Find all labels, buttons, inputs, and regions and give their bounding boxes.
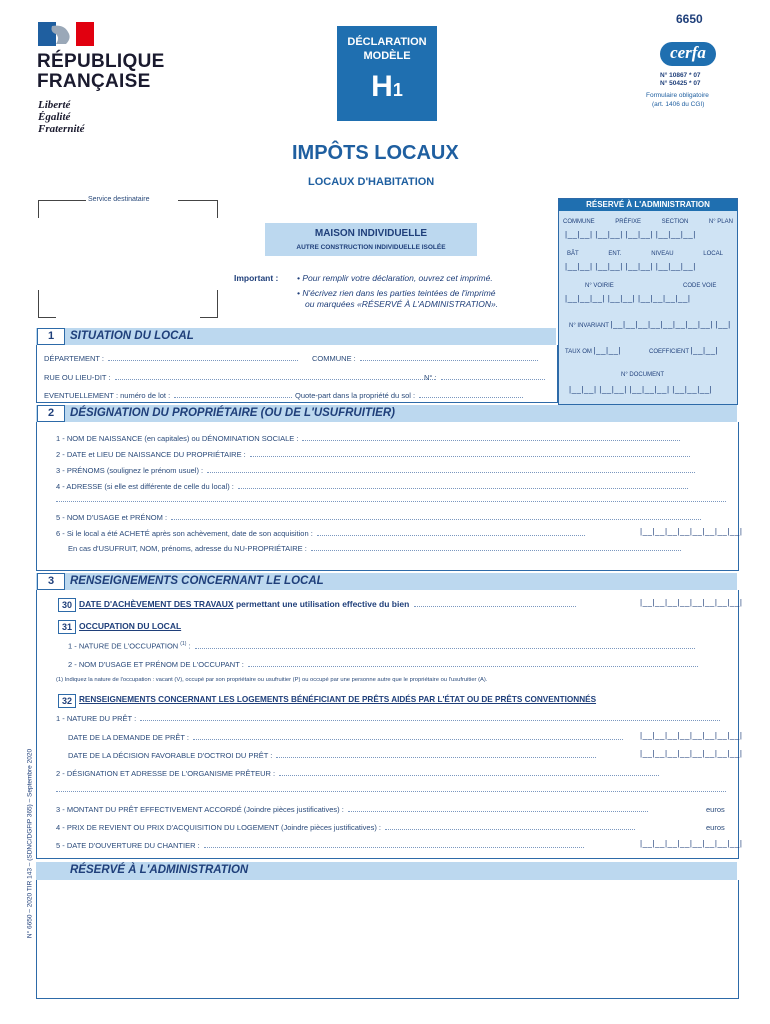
loan-request-date-boxes[interactable]: |__|__|__|__|__|__|__|__| <box>640 731 743 740</box>
lot-label: EVENTUELLEMENT : numéro de lot : <box>44 391 171 400</box>
loan-decision-date-label: DATE DE LA DÉCISION FAVORABLE D'OCTROI DU PRÊT : <box>68 751 273 760</box>
subsection32-title: RENSEIGNEMENTS CONCERNANT LES LOGEMENTS BÉNÉFICIANT DE PRÊTS AIDÉS PAR L'ÉTAT OU DE PRÊTS CONVENTIONNÉS <box>79 695 597 704</box>
admin-col-commune: COMMUNE <box>563 219 595 225</box>
admin-footer-frame <box>36 880 739 999</box>
departement-label: DÉPARTEMENT : <box>44 354 105 363</box>
declaration-code-letter: H <box>371 70 393 103</box>
admin-voirie: N° VOIRIE <box>585 283 614 289</box>
achevement-date-boxes[interactable]: |__|__|__|__|__|__|__|__| <box>640 598 743 607</box>
devise-liberte: Liberté <box>38 99 71 111</box>
section3-title: RENSEIGNEMENTS CONCERNANT LE LOCAL <box>70 575 324 587</box>
obligatoire-2: (art. 1406 du CGI) <box>652 101 705 108</box>
quote-part-field[interactable] <box>295 391 523 400</box>
subsection30-line[interactable] <box>79 599 576 609</box>
admin-cols1 <box>563 219 733 225</box>
declaration-line1: DÉCLARATION <box>347 36 427 48</box>
admin-col-bat: BÂT <box>567 251 579 257</box>
occupant-name-label: 2 - NOM D'USAGE ET PRÉNOM DE L'OCCUPANT : <box>68 660 244 669</box>
admin-col-ent: ENT. <box>608 251 622 257</box>
loan-decision-date-boxes[interactable]: |__|__|__|__|__|__|__|__| <box>640 749 743 758</box>
important-line2: • N'écrivez rien dans les parties teintées de l'imprimé <box>297 288 496 298</box>
form-number: 6650 <box>676 12 703 26</box>
quote-part-label: Quote-part dans la propriété du sol : <box>295 391 416 400</box>
admin-reserved-header: RÉSERVÉ À L'ADMINISTRATION <box>559 199 737 211</box>
rue-label: RUE OU LIEU-DIT : <box>44 373 111 382</box>
chantier-date-field[interactable] <box>56 841 584 850</box>
lender-line2[interactable] <box>56 790 726 792</box>
acquisition-date-label: 6 - Si le local a été ACHETÉ après son achèvement, date de son acquisition : <box>56 529 313 538</box>
owner-birth-field[interactable] <box>56 450 690 459</box>
cost-price-euros: euros <box>706 823 725 832</box>
cerfa-number-1: N° 10867 * 07 <box>660 72 701 79</box>
service-label: Service destinataire <box>88 196 150 203</box>
admin-cols2 <box>567 251 723 257</box>
admin-coef-label: COEFFICIENT <box>649 349 689 355</box>
republique-line2: FRANÇAISE <box>37 71 151 92</box>
owner-birth-label: 2 - DATE et LIEU DE NAISSANCE DU PROPRIÉTAIRE : <box>56 450 246 459</box>
maison-subtitle: AUTRE CONSTRUCTION INDIVIDUELLE ISOLÉE <box>296 244 446 251</box>
section1-title: SITUATION DU LOCAL <box>70 330 194 342</box>
owner-firstname-label: 3 - PRÉNOMS (soulignez le prénom usuel) : <box>56 466 204 475</box>
admin-col-local: LOCAL <box>703 251 723 257</box>
declaration-code-sub: 1 <box>392 80 403 100</box>
loan-amount-euros: euros <box>706 805 725 814</box>
page-title: IMPÔTS LOCAUX <box>292 142 459 164</box>
declaration-box <box>337 26 437 121</box>
section2-number: 2 <box>37 405 65 422</box>
admin-invariant: N° INVARIANT |__|__|__|__|__|__|__|__| |__| <box>569 320 731 329</box>
usage-name-label: 5 - NOM D'USAGE et PRÉNOM : <box>56 513 168 522</box>
admin-col-niveau: NIVEAU <box>651 251 674 257</box>
section1-number: 1 <box>37 328 65 345</box>
nu-proprietaire-field[interactable] <box>68 544 681 553</box>
admin-col-section: SECTION <box>661 219 689 225</box>
admin-code-voie: CODE VOIE <box>683 283 717 289</box>
subsection30-rest: permettant une utilisation effective du bien <box>235 599 410 609</box>
acquisition-date-boxes[interactable]: |__|__|__|__|__|__|__|__| <box>640 527 743 536</box>
marianne-logo <box>38 22 94 46</box>
maison-title: MAISON INDIVIDUELLE <box>314 228 428 239</box>
loan-request-date-label: DATE DE LA DEMANDE DE PRÊT : <box>68 733 189 742</box>
owner-address-label: 4 - ADRESSE (si elle est différente de celle du local) : <box>56 482 234 491</box>
acquisition-date-field[interactable] <box>56 529 585 538</box>
commune-field[interactable] <box>312 354 538 363</box>
occupation-nature-label: 1 - NATURE DE L'OCCUPATION <box>68 641 179 651</box>
occupation-nature-field[interactable]: 1 - NATURE DE L'OCCUPATION $^{(1)}$ : <box>68 641 695 651</box>
devise-fraternite: Fraternité <box>38 123 85 135</box>
admin-taux-label: TAUX OM <box>565 349 592 355</box>
admin-footer-title: RÉSERVÉ À L'ADMINISTRATION <box>70 864 249 876</box>
numero-field[interactable] <box>424 373 545 382</box>
usage-name-field[interactable] <box>56 513 701 522</box>
important-line1: • Pour remplir votre déclaration, ouvrez cet imprimé. <box>297 273 493 283</box>
occupant-name-field[interactable] <box>68 660 698 669</box>
service-box[interactable] <box>38 196 218 318</box>
section2-title: DÉSIGNATION DU PROPRIÉTAIRE (OU DE L'USUFRUITIER) <box>70 407 395 419</box>
commune-label: COMMUNE : <box>312 354 356 363</box>
admin-boxes-row2: |__|__| |__|__| |__|__| |__|__|__| <box>565 262 696 271</box>
declaration-code <box>337 72 437 105</box>
admin-boxes-row3: |__|__|__| |__|__| |__|__|__|__| <box>565 294 691 303</box>
page-subtitle: LOCAUX D'HABITATION <box>308 176 435 188</box>
rue-field[interactable] <box>44 373 435 382</box>
numero-label: N° : <box>424 373 437 382</box>
owner-address-field[interactable] <box>56 482 688 491</box>
admin-invariant-label: N° INVARIANT <box>569 323 609 329</box>
chantier-date-label: 5 - DATE D'OUVERTURE DU CHANTIER : <box>56 841 200 850</box>
subsection31-number: 31 <box>58 620 76 634</box>
admin-coefficient: COEFFICIENT |__|__| <box>649 346 719 355</box>
chantier-date-boxes[interactable]: |__|__|__|__|__|__|__|__| <box>640 839 743 848</box>
lot-field[interactable] <box>44 391 292 400</box>
admin-boxes-row1: |__|__| |__|__| |__|__| |__|__|__| <box>565 230 696 239</box>
section3-number: 3 <box>37 573 65 590</box>
departement-field[interactable] <box>44 354 306 363</box>
lender-field[interactable] <box>56 769 659 778</box>
cerfa-text: cerfa <box>670 43 706 62</box>
owner-name-field[interactable] <box>56 434 680 443</box>
occupation-note: (1) Indiquez la nature de l'occupation : vacant (V), occupé par son propriétaire ou usufruitier (P) ou occupé par une personne autre que le propriétaire ou l'usufruitier (A). <box>56 677 488 683</box>
admin-boxes-row4: |__|__| |__|__| |__|__|__| |__|__|__| <box>569 385 713 394</box>
admin-reserved-box <box>558 198 738 405</box>
owner-name-label: 1 - NOM DE NAISSANCE (en capitales) ou DÉNOMINATION SOCIALE : <box>56 434 299 443</box>
subsection32-number: 32 <box>58 694 76 708</box>
subsection31-title: OCCUPATION DU LOCAL <box>79 621 182 631</box>
cost-price-field[interactable] <box>56 823 635 832</box>
cerfa-number-2: N° 50425 * 07 <box>660 80 701 87</box>
declaration-line2: MODÈLE <box>363 50 411 62</box>
cerfa-logo <box>660 42 716 66</box>
important-label: Important : <box>234 273 279 283</box>
obligatoire-1: Formulaire obligatoire <box>646 92 709 99</box>
important-line3: ou marquées «RÉSERVÉ À L'ADMINISTRATION». <box>305 299 499 309</box>
loan-amount-label: 3 - MONTANT DU PRÊT EFFECTIVEMENT ACCORDÉ (Joindre pièces justificatives) : <box>56 805 344 814</box>
owner-address-line2[interactable] <box>56 500 726 502</box>
occupation-nature-footnote: (1) <box>180 641 187 647</box>
admin-col-prefixe: PRÉFIXE <box>615 219 641 225</box>
loan-request-date-field[interactable] <box>68 733 623 742</box>
cost-price-label: 4 - PRIX DE REVIENT OU PRIX D'ACQUISITION DU LOGEMENT (Joindre pièces justificatives) : <box>56 823 381 832</box>
admin-taux-om: TAUX OM |__|__| <box>565 346 622 355</box>
devise-egalite: Égalité <box>38 111 71 123</box>
admin-document: N° DOCUMENT <box>621 372 665 378</box>
lender-label: 2 - DÉSIGNATION ET ADRESSE DE L'ORGANISME PRÊTEUR : <box>56 769 276 778</box>
loan-amount-field[interactable] <box>56 805 648 814</box>
admin-col-plan: N° PLAN <box>708 219 733 225</box>
subsection30-number: 30 <box>58 598 76 612</box>
nu-proprietaire-label: En cas d'USUFRUIT, NOM, prénoms, adresse du NU-PROPRIÉTAIRE : <box>68 544 307 553</box>
maison-box <box>265 223 477 256</box>
owner-firstname-field[interactable] <box>56 466 695 475</box>
loan-nature-label: 1 - NATURE DU PRÊT : <box>56 714 137 723</box>
subsection30-title: DATE D'ACHÈVEMENT DES TRAVAUX <box>79 599 234 609</box>
republique-line1: RÉPUBLIQUE <box>37 51 165 72</box>
loan-decision-date-field[interactable] <box>68 751 596 760</box>
side-reference: N° 6650 – 2020 TIR 143 – (SDNC/DGFiP 365) – Septembre 2020 <box>26 748 34 939</box>
loan-nature-field[interactable] <box>56 714 720 723</box>
